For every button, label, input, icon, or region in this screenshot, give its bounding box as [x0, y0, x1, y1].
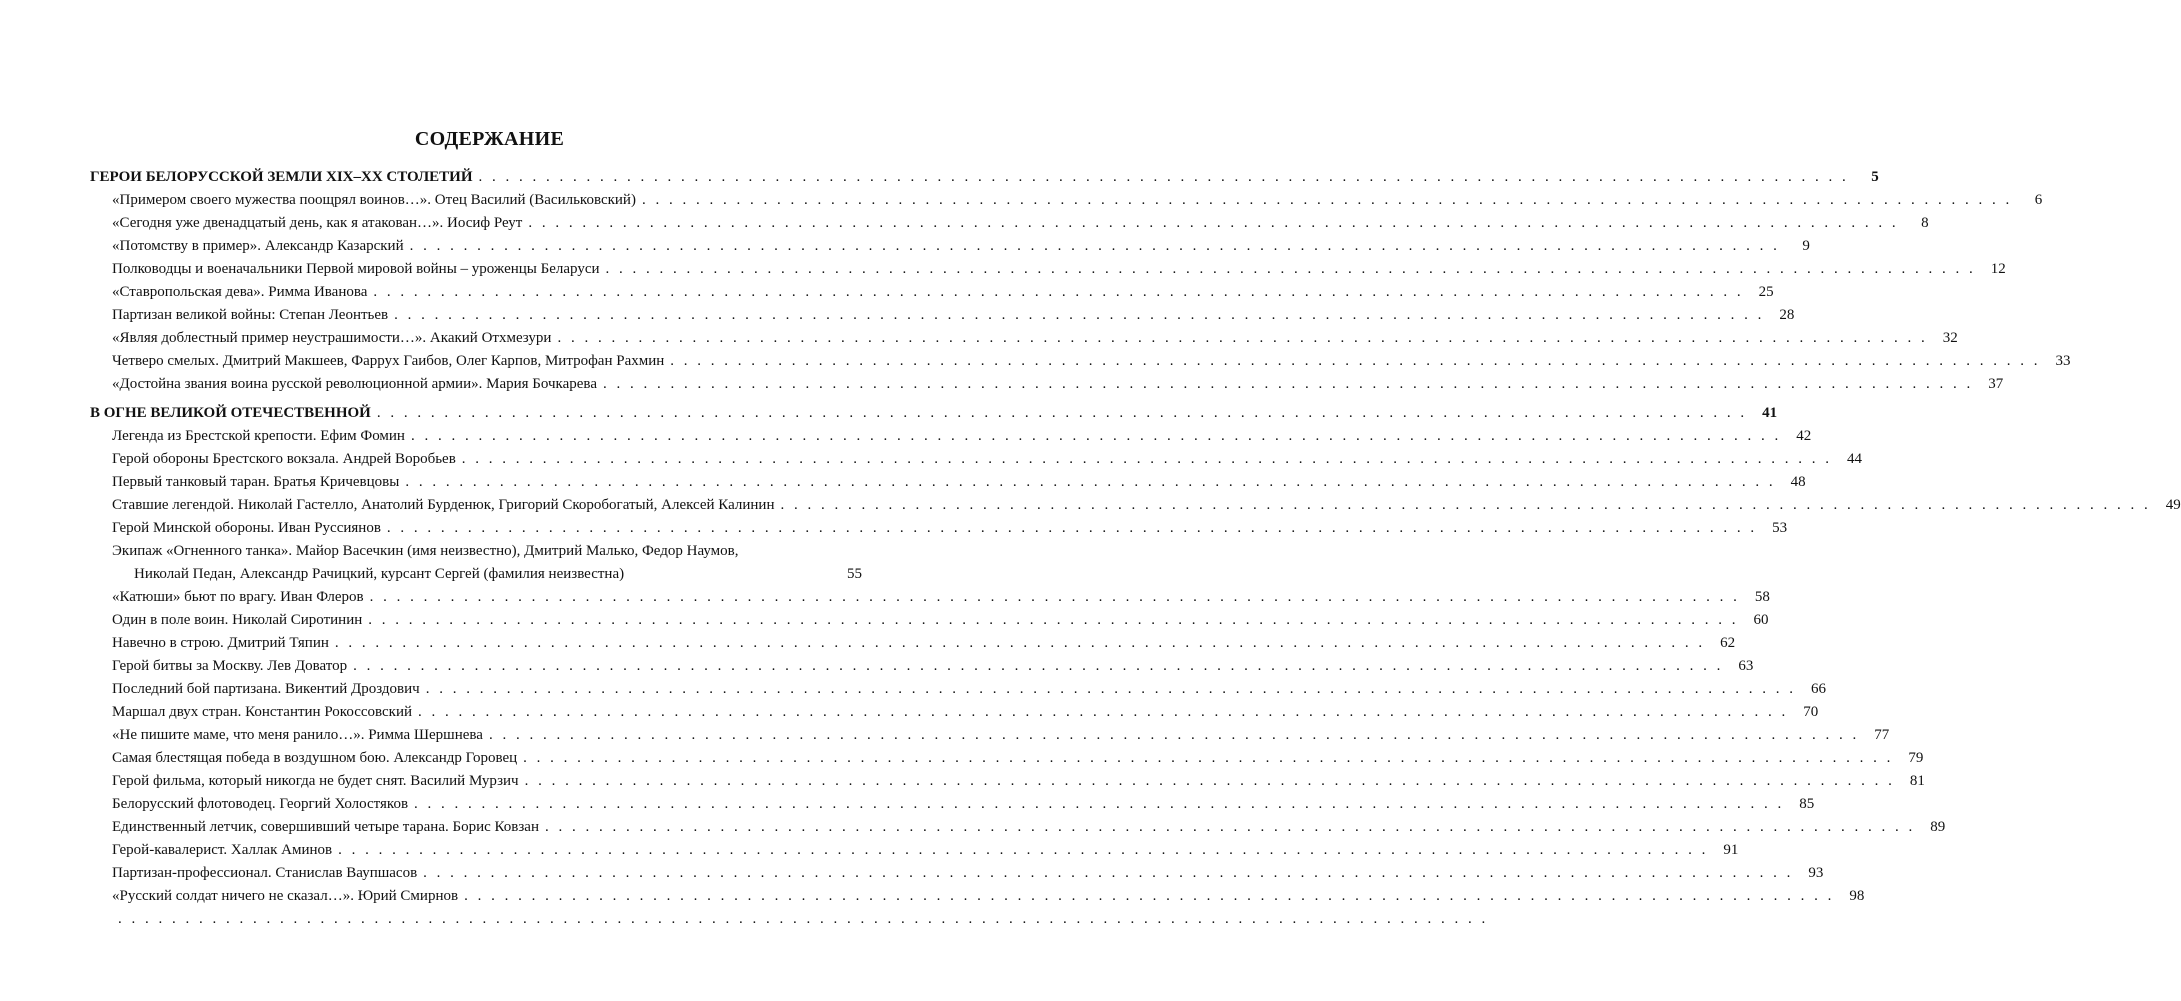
dot-leader: [414, 793, 1784, 816]
dot-leader: [464, 885, 1834, 908]
toc-entry-text: Партизан-профессионал. Станислав Ваупшасов: [112, 865, 418, 881]
page-number: 12: [1990, 261, 2006, 277]
page-number: 32: [1942, 330, 1958, 346]
dot-leader: [489, 724, 1859, 747]
dot-leader: [335, 632, 1705, 655]
page-number: 5: [1871, 169, 1879, 185]
toc-entry-text-line-2: Николай Педан, Александр Рачицкий, курсант Сергей (фамилия неизвестна): [134, 566, 625, 582]
toc-section-1: [90, 166, 2071, 396]
dot-leader: [418, 701, 1788, 724]
toc-entry[interactable]: [90, 816, 1946, 839]
page-number: 6: [2034, 192, 2043, 208]
dot-leader: [426, 678, 1796, 701]
toc-entry[interactable]: [90, 327, 1958, 350]
toc-entry-text: Четверо смелых. Дмитрий Макшеев, Фаррух Гаибов, Олег Карпов, Митрофан Рахмин: [112, 353, 665, 369]
dot-leader: [670, 350, 2040, 373]
page-number: 93: [1808, 865, 1824, 881]
dot-leader: [557, 327, 1927, 350]
toc-entry[interactable]: [90, 701, 1819, 724]
toc-section-2: [90, 402, 2181, 931]
toc-entry-line-2: [112, 563, 862, 586]
page-title: СОДЕРЖАНИЕ: [414, 128, 565, 150]
page-number: 66: [1810, 681, 1826, 697]
toc-entry[interactable]: [90, 517, 1788, 540]
dot-leader: [479, 166, 1849, 189]
page-number: 89: [1930, 819, 1946, 835]
page-number: 28: [1779, 307, 1795, 323]
toc-entry[interactable]: [90, 471, 1806, 494]
toc-entry-text: «Катюши» бьют по врагу. Иван Флеров: [112, 589, 364, 605]
page-number: 25: [1758, 284, 1774, 300]
page-number: 77: [1874, 727, 1890, 743]
toc-entry[interactable]: [90, 678, 1826, 701]
toc-entry[interactable]: [90, 189, 2043, 212]
page-number: 49: [2165, 497, 2181, 513]
toc-entry[interactable]: [90, 724, 1890, 747]
page-number: 79: [1908, 750, 1924, 766]
dot-leader: [353, 655, 1723, 678]
page-number: 48: [1790, 474, 1806, 490]
dot-leader: [118, 908, 1488, 931]
toc-entry-text: Герой фильма, который никогда не будет снят. Василий Мурзич: [112, 773, 519, 789]
toc-entry[interactable]: [90, 494, 2181, 517]
toc-entry[interactable]: [90, 908, 862, 931]
toc-entry-text: «Сегодня уже двенадцатый день, как я атакован…». Иосиф Реут: [112, 215, 523, 231]
dot-leader: [603, 373, 1973, 396]
section-heading-text: ГЕРОИ БЕЛОРУССКОЙ ЗЕМЛИ XIX–XX СТОЛЕТИЙ: [90, 169, 473, 185]
dot-leader: [525, 770, 1895, 793]
toc-entry[interactable]: [90, 235, 1810, 258]
toc-entry-text: Последний бой партизана. Викентий Дроздович: [112, 681, 420, 697]
toc-entry[interactable]: [90, 655, 1754, 678]
toc-entry[interactable]: [90, 281, 1774, 304]
page-number: 63: [1738, 658, 1754, 674]
dot-leader: [387, 517, 1757, 540]
toc-entry[interactable]: [90, 448, 1863, 471]
page-number: 60: [1753, 612, 1769, 628]
dot-leader: [781, 494, 2151, 517]
page-number: 41: [1762, 405, 1778, 421]
dot-leader: [394, 304, 1764, 327]
toc-entry[interactable]: [90, 425, 1812, 448]
dot-leader: [523, 747, 1893, 770]
dot-leader: [373, 281, 1743, 304]
toc-entry-text: Первый танковый таран. Братья Кричевцовы: [112, 474, 400, 490]
toc-entry-text-line-1: Экипаж «Огненного танка». Майор Васечкин (имя неизвестно), Дмитрий Малько, Федор Наумов,: [112, 543, 739, 559]
section-heading-text: В ОГНЕ ВЕЛИКОЙ ОТЕЧЕСТВЕННОЙ: [90, 405, 371, 421]
toc-entry-text: «Достойна звания воина русской революционной армии». Мария Бочкарева: [112, 376, 597, 392]
page-number: 55: [847, 566, 862, 582]
toc-entry-text: Единственный летчик, совершивший четыре тарана. Борис Ковзан: [112, 819, 539, 835]
toc-entry-text: Самая блестящая победа в воздушном бою. Александр Горовец: [112, 750, 518, 766]
toc-entry-text: «Русский солдат ничего не сказал…». Юрий Смирнов: [112, 888, 459, 904]
toc-entry[interactable]: [90, 373, 2004, 396]
dot-leader: [370, 586, 1740, 609]
toc-entry-text: Полководцы и военачальники Первой мировой войны – уроженцы Беларуси: [112, 261, 600, 277]
toc-entry[interactable]: [90, 212, 1929, 235]
page-number: 58: [1754, 589, 1770, 605]
toc-entry-text: Маршал двух стран. Константин Рокоссовский: [112, 704, 413, 720]
toc-entry-text: Легенда из Брестской крепости. Ефим Фомин: [112, 428, 405, 444]
dot-leader: [368, 609, 1738, 632]
page-number: 8: [1921, 215, 1929, 231]
page-number: 91: [1723, 842, 1739, 858]
toc-entry-text: Один в поле воин. Николай Сиротинин: [112, 612, 363, 628]
toc-entry[interactable]: [90, 747, 1924, 770]
page-number: 70: [1803, 704, 1819, 720]
page-number: 9: [1802, 238, 1810, 254]
section-heading[interactable]: [90, 402, 1778, 425]
dot-leader: [423, 862, 1793, 885]
dot-leader: [642, 189, 2012, 212]
dot-leader: [405, 471, 1775, 494]
toc-entry-text: Партизан великой войны: Степан Леонтьев: [112, 307, 389, 323]
dot-leader: [338, 839, 1708, 862]
toc-entry[interactable]: [90, 885, 1865, 908]
section-heading[interactable]: [90, 166, 1879, 189]
page-number: 42: [1796, 428, 1812, 444]
page-number: 85: [1799, 796, 1815, 812]
toc-entry-text: «Ставропольская дева». Римма Иванова: [112, 284, 368, 300]
toc-entry[interactable]: [90, 586, 1770, 609]
page-number: 44: [1847, 451, 1863, 467]
dot-leader: [410, 235, 1780, 258]
toc-entry[interactable]: [90, 609, 1769, 632]
dot-leader: [606, 258, 1976, 281]
toc-entry-text: Герой-кавалерист. Халлак Аминов: [112, 842, 333, 858]
toc-entry[interactable]: [90, 304, 1795, 327]
toc-entry[interactable]: [90, 770, 1925, 793]
page-number: 62: [1720, 635, 1736, 651]
page-number: 37: [1988, 376, 2004, 392]
toc-entry[interactable]: [90, 258, 2006, 281]
dot-leader: [377, 402, 1747, 425]
toc-entry-text: Белорусский флотоводец. Георгий Холостяков: [112, 796, 409, 812]
toc-entry-text: «Потомству в пример». Александр Казарский: [112, 238, 404, 254]
toc-entry-text: Ставшие легендой. Николай Гастелло, Анатолий Бурденюк, Григорий Скоробогатый, Алексей Калинин: [112, 497, 775, 513]
toc-entry-text: Герой обороны Брестского вокзала. Андрей Воробьев: [112, 451, 456, 467]
page-number: 81: [1909, 773, 1925, 789]
dot-leader: [411, 425, 1781, 448]
toc-entry-text: «Не пишите маме, что меня ранило…». Римма Шершнева: [112, 727, 483, 743]
table-of-contents: [90, 166, 2181, 937]
page-number: 33: [2055, 353, 2071, 369]
toc-entry-text: «Примером своего мужества поощрял воинов…». Отец Василий (Васильковский): [112, 192, 636, 208]
toc-entry[interactable]: [90, 839, 1739, 862]
toc-entry-text: «Являя доблестный пример неустрашимости…». Акакий Отхмезури: [112, 330, 552, 346]
page-number: 98: [1849, 888, 1865, 904]
toc-entry-text: Герой Минской обороны. Иван Руссиянов: [112, 520, 381, 536]
dot-leader: [528, 212, 1898, 235]
toc-entry[interactable]: [90, 350, 2071, 373]
page-number: 53: [1772, 520, 1788, 536]
toc-entry-text: Навечно в строю. Дмитрий Тяпин: [112, 635, 329, 651]
toc-entry[interactable]: [90, 632, 1736, 655]
toc-entry[interactable]: [90, 862, 1824, 885]
toc-entry-text: Герой битвы за Москву. Лев Доватор: [112, 658, 348, 674]
toc-entry[interactable]: [90, 793, 1815, 816]
toc-entry-multiline[interactable]: [90, 540, 862, 586]
dot-leader: [545, 816, 1915, 839]
dot-leader: [462, 448, 1832, 471]
